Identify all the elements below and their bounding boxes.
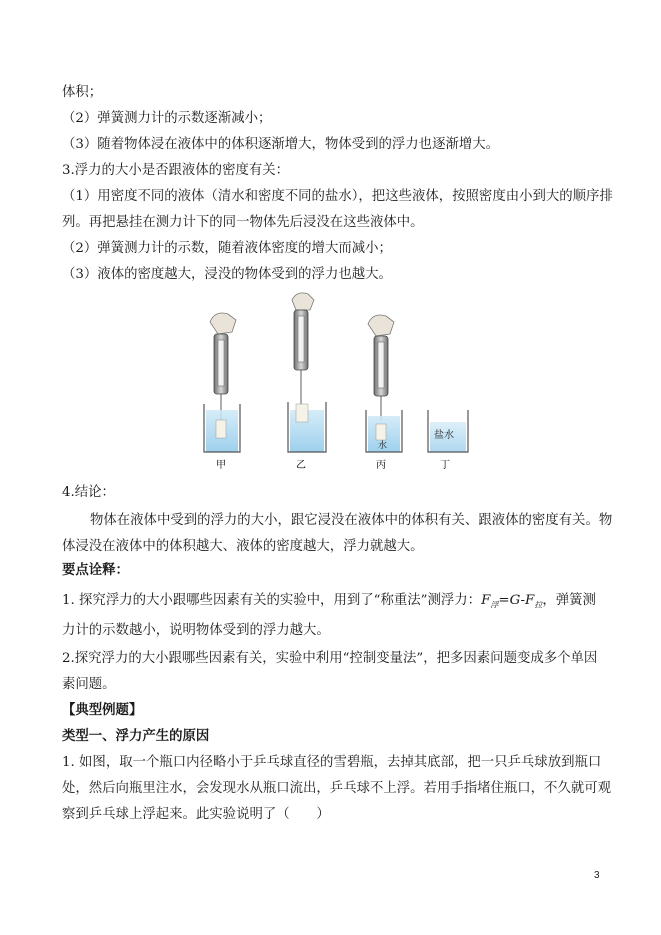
text-line-formula: [62, 592, 596, 615]
text-line: 力计的示数越小，说明物体受到的浮力越大。: [62, 623, 330, 638]
figure-label: 甲: [216, 460, 226, 471]
formula-subscript: 浮: [490, 600, 499, 610]
setup-jia: [204, 313, 240, 452]
formula-subscript: 拉: [534, 600, 543, 610]
text-segment: 1. 探究浮力的大小跟哪些因素有关的实验中，用到了“称重法”测浮力：: [62, 593, 482, 608]
text-line: 3.浮力的大小是否跟液体的密度有关：: [62, 163, 290, 178]
formula-body: =G-F: [498, 593, 535, 608]
text-line: 处，然后向瓶里注水，会发现水从瓶口流出，乒乓球不上浮。若用手指堵住瓶口，不久就可观: [62, 781, 612, 796]
figure-label: 丁: [440, 460, 450, 471]
text-line: （3）液体的密度越大，浸没的物体受到的浮力也越大。: [62, 267, 392, 282]
salt-water-label: 盐水: [434, 430, 454, 441]
page-number: 3: [594, 870, 600, 881]
section-heading: 【典型例题】: [62, 703, 143, 718]
text-line: （1）用密度不同的液体（清水和密度不同的盐水），把这些液体，按照密度由小到大的顺序排: [62, 189, 613, 204]
setup-bing: [366, 315, 402, 452]
text-line: 2.探究浮力的大小跟哪些因素有关，实验中利用“控制变量法”，把多因素问题变成多个单因: [62, 651, 598, 666]
water-label: 水: [378, 441, 388, 451]
figure-label: 丙: [376, 460, 386, 471]
text-segment: ，弹簧测: [542, 593, 596, 608]
text-line: 素问题。: [62, 677, 116, 692]
text-line: （3）随着物体浸在液体中的体积逐渐增大，物体受到的浮力也逐渐增大。: [62, 137, 500, 152]
text-line: 察到乒乓球上浮起来。此实验说明了（ ）: [62, 807, 330, 822]
section-heading: 类型一、浮力产生的原因: [62, 729, 210, 744]
experiment-figure: [190, 292, 480, 474]
figure-label: 乙: [296, 460, 306, 471]
formula-symbol: F: [481, 593, 491, 608]
section-heading: 要点诠释：: [62, 563, 129, 578]
text-line: 列。再把悬挂在测力计下的同一物体先后浸没在这些液体中。: [62, 215, 424, 230]
text-line: 物体在液体中受到的浮力的大小，跟它浸没在液体中的体积有关、跟液体的密度有关。物: [90, 513, 613, 528]
setup-yi: [288, 293, 326, 452]
setup-ding: [428, 410, 468, 452]
text-line: （2）弹簧测力计的示数，随着液体密度的增大而减小；: [62, 241, 392, 256]
text-line: 体积；: [62, 85, 103, 100]
text-line: 4.结论：: [62, 485, 115, 500]
text-line: （2）弹簧测力计的示数逐渐减小；: [62, 111, 272, 126]
text-line: 体浸没在液体中的体积越大、液体的密度越大，浮力就越大。: [62, 539, 424, 554]
text-line: 1. 如图，取一个瓶口内径略小于乒乓球直径的雪碧瓶，去掉其底部，把一只乒乓球放到瓶口: [62, 755, 602, 770]
formula: [481, 593, 542, 608]
